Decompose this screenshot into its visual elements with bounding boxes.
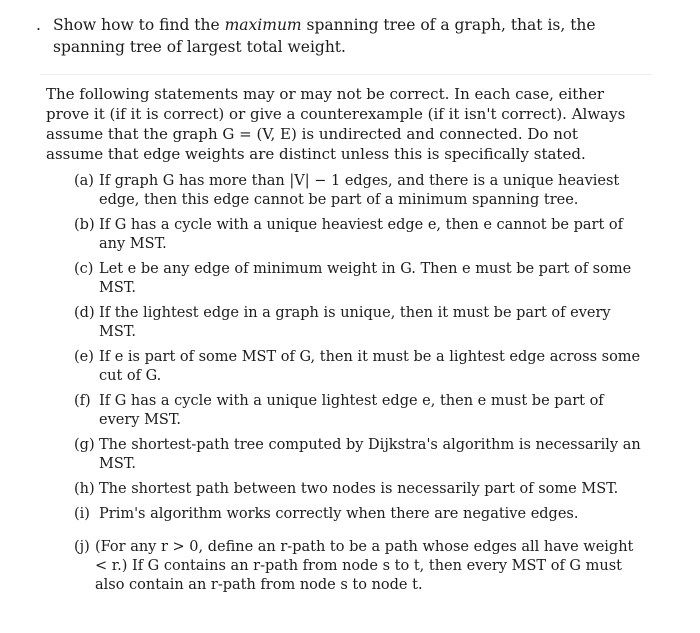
statement-item-f bbox=[74, 392, 644, 430]
statement-item-h bbox=[74, 480, 644, 499]
statement-text: If G has a cycle with a unique lightest edge e, then e must be part of every MST. bbox=[99, 393, 604, 428]
statement-item-c bbox=[74, 260, 644, 298]
question-text bbox=[53, 14, 656, 58]
intro-paragraph: The following statements may or may not be correct. In each case, either prove it (if it is correct) or give a counterexample (if it isn't correct). Always assume that the graph G = (V, E) is undirected and connected. Do not assume that edge weights are distinct unless this is specifically stated. bbox=[46, 85, 626, 163]
statement-text: If the lightest edge in a graph is unique, then it must be part of every MST. bbox=[99, 305, 611, 340]
statement-text: (For any r > 0, define an r-path to be a path whose edges all have weight < r.) If G contains an r-path from node s to t, then every MST of G must also contain an r-path from node s to node t. bbox=[95, 539, 634, 593]
statement-text: If e is part of some MST of G, then it must be a lightest edge across some cut of G. bbox=[99, 349, 641, 384]
statement-text: The shortest path between two nodes is necessarily part of some MST. bbox=[99, 481, 619, 497]
divider bbox=[40, 74, 652, 75]
statement-label: (b) bbox=[74, 217, 95, 233]
question-text-part: Show how to find the bbox=[53, 16, 225, 34]
question-text-part: spanning tree of a graph, that is, the spanning tree of largest total weight. bbox=[53, 16, 596, 56]
statement-item-e bbox=[74, 348, 644, 386]
statement-label: (g) bbox=[74, 437, 95, 453]
statement-label: (e) bbox=[74, 349, 94, 365]
question-block bbox=[36, 14, 656, 58]
statement-item-d bbox=[74, 304, 644, 342]
statement-item-b bbox=[74, 216, 644, 254]
statement-text: Prim's algorithm works correctly when there are negative edges. bbox=[99, 506, 579, 522]
statement-label: (j) bbox=[74, 539, 90, 555]
statement-label: (h) bbox=[74, 481, 95, 497]
statement-label: (d) bbox=[74, 305, 95, 321]
statement-list bbox=[74, 172, 644, 601]
statement-text: Let e be any edge of minimum weight in G. Then e must be part of some MST. bbox=[99, 261, 632, 296]
statement-label: (a) bbox=[74, 173, 94, 189]
statement-label: (i) bbox=[74, 506, 90, 522]
statement-item-a bbox=[74, 172, 644, 210]
statement-text: If G has a cycle with a unique heaviest edge e, then e cannot be part of any MST. bbox=[99, 217, 623, 252]
question-emphasis: maximum bbox=[224, 16, 302, 34]
statement-item-j bbox=[74, 538, 644, 595]
statement-label: (f) bbox=[74, 393, 91, 409]
statement-label: (c) bbox=[74, 261, 94, 277]
statement-item-i bbox=[74, 505, 644, 524]
statement-text: The shortest-path tree computed by Dijkstra's algorithm is necessarily an MST. bbox=[99, 437, 641, 472]
question-bullet: . bbox=[36, 16, 41, 34]
statement-item-g bbox=[74, 436, 644, 474]
statement-text: If graph G has more than |V| − 1 edges, and there is a unique heaviest edge, then this edge cannot be part of a minimum spanning tree. bbox=[99, 173, 620, 208]
